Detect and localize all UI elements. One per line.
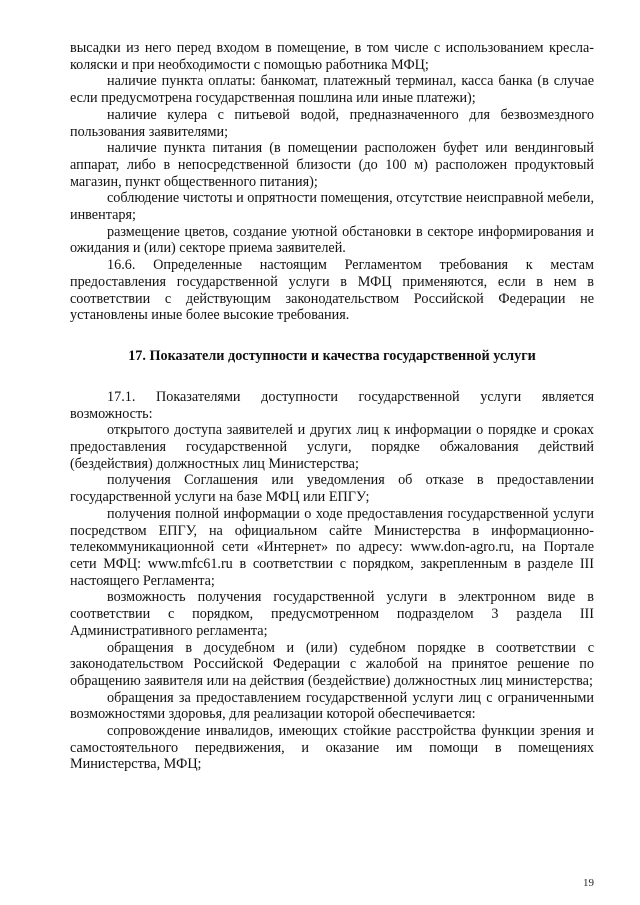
paragraph: получения полной информации о ходе предоставления государственной услуги посредством ЕПГУ, на официальном сайте Министерства в информационно-телекоммуникационной сети «Интернет» по адресу: www.don-agro.ru, на Портале сети МФЦ: www.mfc61.ru в соответствии с порядком, закрепленным в разделе III настоящего Регламента; bbox=[70, 505, 594, 589]
page-number: 19 bbox=[583, 877, 594, 889]
paragraph: наличие пункта оплаты: банкомат, платежный терминал, касса банка (в случае если предусмотрена государственная пошлина или иные платежи); bbox=[70, 73, 594, 107]
paragraph: обращения в досудебном и (или) судебном порядке в соответствии с законодательством Российской Федерации с жалобой на принятое решение по обращению заявителя или на действия (бездействие) должностных лиц министерства; bbox=[70, 639, 594, 689]
paragraphs-top bbox=[70, 40, 594, 324]
paragraph: 17.1. Показателями доступности государственной услуги является возможность: bbox=[70, 388, 594, 422]
paragraph: 16.6. Определенные настоящим Регламентом требования к местам предоставления государственной услуги в МФЦ применяются, если в нем в соответствии с действующим законодательством Российской Федерации не установлены иные более высокие требования. bbox=[70, 257, 594, 324]
paragraph: получения Соглашения или уведомления об отказе в предоставлении государственной услуги на базе МФЦ или ЕПГУ; bbox=[70, 472, 594, 506]
paragraph: сопровождение инвалидов, имеющих стойкие расстройства функции зрения и самостоятельного передвижения, и оказание им помощи в помещениях Министерства, МФЦ; bbox=[70, 723, 594, 773]
section-heading: 17. Показатели доступности и качества государственной услуги bbox=[128, 347, 536, 364]
document-page bbox=[70, 40, 594, 773]
paragraph: открытого доступа заявителей и других лиц к информации о порядке и сроках предоставления государственной услуги, порядке обжалования действий (бездействия) должностных лиц Министерства; bbox=[70, 422, 594, 472]
paragraph: размещение цветов, создание уютной обстановки в секторе информирования и ожидания и (или) секторе приема заявителей. bbox=[70, 223, 594, 257]
paragraph: возможность получения государственной услуги в электронном виде в соответствии с порядком, предусмотренном подразделом 3 раздела III Административного регламента; bbox=[70, 589, 594, 639]
paragraph: соблюдение чистоты и опрятности помещения, отсутствие неисправной мебели, инвентаря; bbox=[70, 190, 594, 224]
paragraphs-bottom bbox=[70, 389, 594, 773]
paragraph: высадки из него перед входом в помещение, в том числе с использованием кресла-коляски и при необходимости с помощью работника МФЦ; bbox=[70, 40, 594, 73]
paragraph: наличие пункта питания (в помещении расположен буфет или вендинговый аппарат, либо в непосредственной близости (до 100 м) расположен продуктовый магазин, пункт общественного питания); bbox=[70, 140, 594, 190]
paragraph: обращения за предоставлением государственной услуги лиц с ограниченными возможностями здоровья, для реализации которой обеспечивается: bbox=[70, 689, 594, 723]
paragraph: наличие кулера с питьевой водой, предназначенного для безвозмездного пользования заявителями; bbox=[70, 106, 594, 140]
